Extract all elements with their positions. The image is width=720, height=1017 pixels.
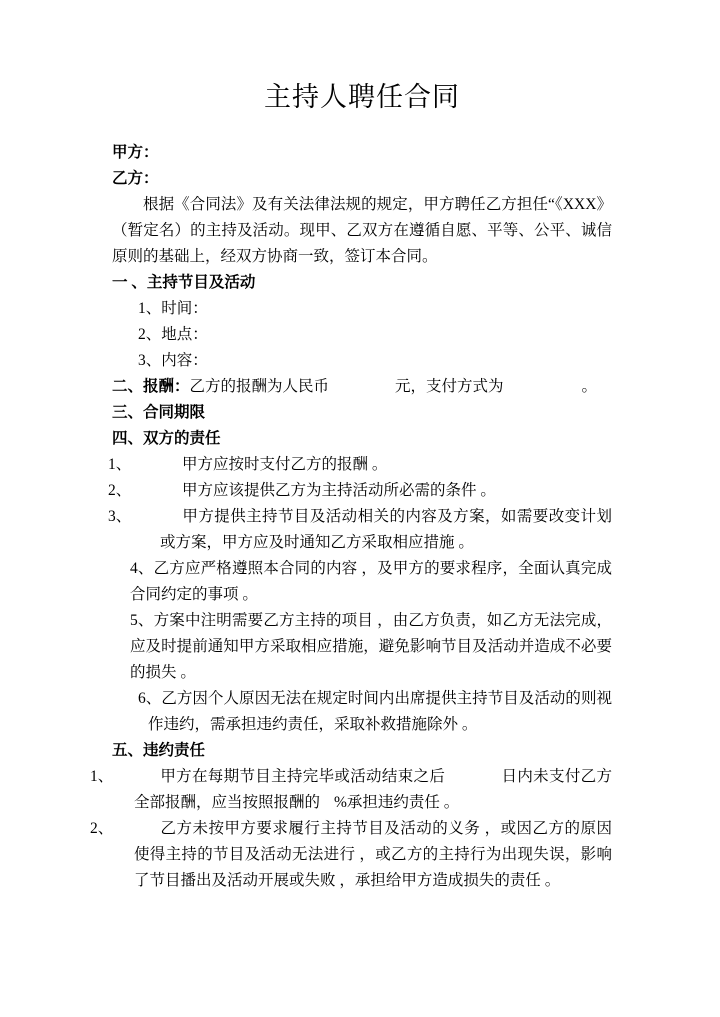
item-text: 甲方应该提供乙方为主持活动所必需的条件 。	[182, 482, 496, 499]
section-five-item-2	[90, 816, 612, 894]
section-heading-four: 四、双方的责任	[112, 430, 221, 447]
section-two-text-before-amount: 乙方的报酬为人民币	[189, 378, 330, 395]
section-one-item-place: 2、地点：	[138, 326, 208, 343]
section-two-label: 二、报酬：	[112, 378, 190, 395]
section-heading-five: 五、违约责任	[112, 742, 206, 759]
item-text-part3: %承担违约责任 。	[334, 794, 460, 811]
item-number: 2、	[108, 482, 132, 499]
item-text: 方案中注明需要乙方主持的项目 ，由乙方负责，如乙方无法完成，应及时提前通知甲方采取相应措施，避免影响节目及活动并造成不必要的损失 。	[130, 612, 612, 681]
intro-paragraph: 根据《合同法》及有关法律法规的规定，甲方聘任乙方担任“《XXX》（暂定名）的主持及活动。现甲、乙双方在遵循自愿、平等、公平、诚信原则的基础上，经双方协商一致，签订本合同。	[112, 196, 612, 265]
section-four-item-1	[108, 452, 612, 478]
section-one-item-time: 1、时间：	[138, 300, 208, 317]
section-heading-one: 一 、主持节目及活动	[112, 274, 256, 291]
item-text: 乙方应严格遵照本合同的内容 ，及甲方的要求程序，全面认真完成合同约定的事项 。	[130, 560, 612, 603]
party-b-label: 乙方：	[112, 170, 159, 187]
title-spacer	[112, 114, 612, 140]
item-text: 甲方提供主持节目及活动相关的内容及方案，如需要改变计划或方案，甲方应及时通知乙方采取相应措施 。	[160, 508, 612, 551]
section-four-item-6	[112, 686, 612, 738]
section-two-end-period: 。	[581, 378, 598, 395]
item-number: 5、	[130, 612, 154, 629]
section-heading-three: 三、合同期限	[112, 404, 206, 421]
item-number: 6、	[138, 690, 162, 707]
item-number: 3、	[108, 508, 132, 525]
party-a-label: 甲方：	[112, 144, 159, 161]
section-four-item-3	[108, 504, 612, 556]
item-text-part2: 日内未支付乙方全部报酬，应当按照报酬的	[134, 768, 612, 811]
section-two-remuneration	[112, 374, 612, 400]
item-text: 乙方因个人原因无法在规定时间内出席提供主持节目及活动的则视作违约，需承担违约责任，采取补救措施除外 。	[148, 690, 612, 733]
section-four-item-4	[112, 556, 612, 608]
section-two-unit: 元，支付方式为	[395, 378, 504, 395]
item-number: 4、	[130, 560, 154, 577]
section-five-item-1	[90, 764, 612, 816]
item-text: 乙方未按甲方要求履行主持节目及活动的义务 ，或因乙方的原因使得主持的节目及活动无法进行 ，或乙方的主持行为出现失误，影响了节目播出及活动开展或失败 ，承担给甲方造成损失的责任 。	[134, 820, 612, 889]
section-four-item-5	[112, 608, 612, 686]
section-four-item-2	[108, 478, 612, 504]
document-body	[90, 0, 612, 894]
page-title: 主持人聘任合同	[264, 82, 460, 112]
item-text-part1: 甲方在每期节目主持完毕或活动结束之后	[160, 768, 446, 785]
item-number: 1、	[108, 456, 132, 473]
item-text: 甲方应按时支付乙方的报酬 。	[182, 456, 388, 473]
section-one-item-content: 3、内容：	[138, 352, 208, 369]
item-number: 2、	[90, 820, 114, 837]
item-number: 1、	[90, 768, 114, 785]
